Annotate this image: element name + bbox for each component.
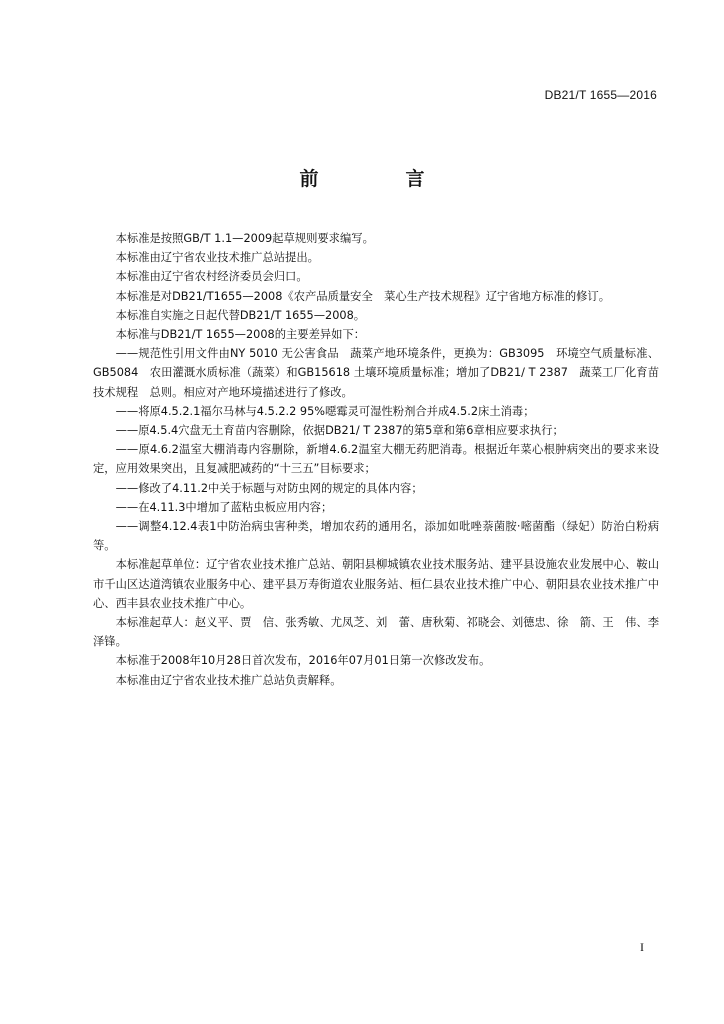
paragraph-replacement: 本标准自实施之日起代替DB21/T 1655—2008。 <box>115 308 366 322</box>
paragraph-change-soil-disinfection: ——将原4.5.2.1福尔马林与4.5.2.2 95%噁霉灵可湿性粉剂合并成4.5.2床土消毒； <box>115 404 535 418</box>
paragraph-release-history: 本标准于2008年10月28日首次发布，2016年07月01日第一次修改发布。 <box>115 654 491 668</box>
paragraph-proposer: 本标准由辽宁省农业技术推广总站提出。 <box>115 251 319 265</box>
foreword-body <box>93 229 659 690</box>
document-code: DB21/T 1655—2016 <box>544 88 657 102</box>
paragraph-change-seedling: ——原4.5.4穴盘无土育苗内容删除，依据DB21/ T 2387的第5章和第6章相应要求执行； <box>115 424 564 438</box>
paragraph-change-greenhouse: ——原4.6.2温室大棚消毒内容删除，新增4.6.2温室大棚无药肥消毒。根据近年菜心根肿病突出的要求来设定，应用效果突出，且复减肥减药的“十三五”目标要求； <box>93 443 659 476</box>
paragraph-administrator: 本标准由辽宁省农村经济委员会归口。 <box>115 270 308 284</box>
page-number: I <box>640 940 644 954</box>
paragraph-change-sticky-board: ——在4.11.3中增加了蓝粘虫板应用内容； <box>115 500 333 514</box>
paragraph-change-pesticide-table: ——调整4.12.4表1中防治病虫害种类，增加农药的通用名，添加如吡唑萘菌胺·嘧菌酯（绿妃）防治白粉病等。 <box>93 520 659 553</box>
paragraph-change-insect-net: ——修改了4.11.2中关于标题与对防虫网的规定的具体内容； <box>115 481 423 495</box>
page-title: 前 言 <box>299 168 459 190</box>
paragraph-interpretation: 本标准由辽宁省农业技术推广总站负责解释。 <box>115 673 342 687</box>
paragraph-differences-intro: 本标准与DB21/T 1655—2008的主要差异如下： <box>115 328 366 342</box>
paragraph-drafting-units: 本标准起草单位：辽宁省农业技术推广总站、朝阳县柳城镇农业技术服务站、建平县设施农业发展中心、鞍山市千山区达道湾镇农业服务中心、建平县万寿街道农业服务站、桓仁县农业技术推广中心、朝阳县农业技术推广中心、西丰县农业技术推广中心。 <box>93 558 659 610</box>
paragraph-drafting-rules: 本标准是按照GB/T 1.1—2009起草规则要求编写。 <box>115 232 374 245</box>
paragraph-change-references: ——规范性引用文件由NY 5010 无公害食品 蔬菜产地环境条件，更换为：GB3095 环境空气质量标准、GB5084 农田灌溉水质标准（蔬菜）和GB15618 土壤环境质量标准；增加了DB21/ T 2387 蔬菜工厂化育苗技术规程 总则。相应对产地环境描述进行了修改。 <box>93 347 659 399</box>
paragraph-revision: 本标准是对DB21/T1655—2008《农产品质量安全 菜心生产技术规程》辽宁省地方标准的修订。 <box>115 289 611 303</box>
paragraph-drafters: 本标准起草人：赵义平、贾 信、张秀敏、尤凤芝、刘 蕾、唐秋菊、祁晓会、刘德忠、徐 箭、王 伟、李泽锋。 <box>93 616 659 649</box>
